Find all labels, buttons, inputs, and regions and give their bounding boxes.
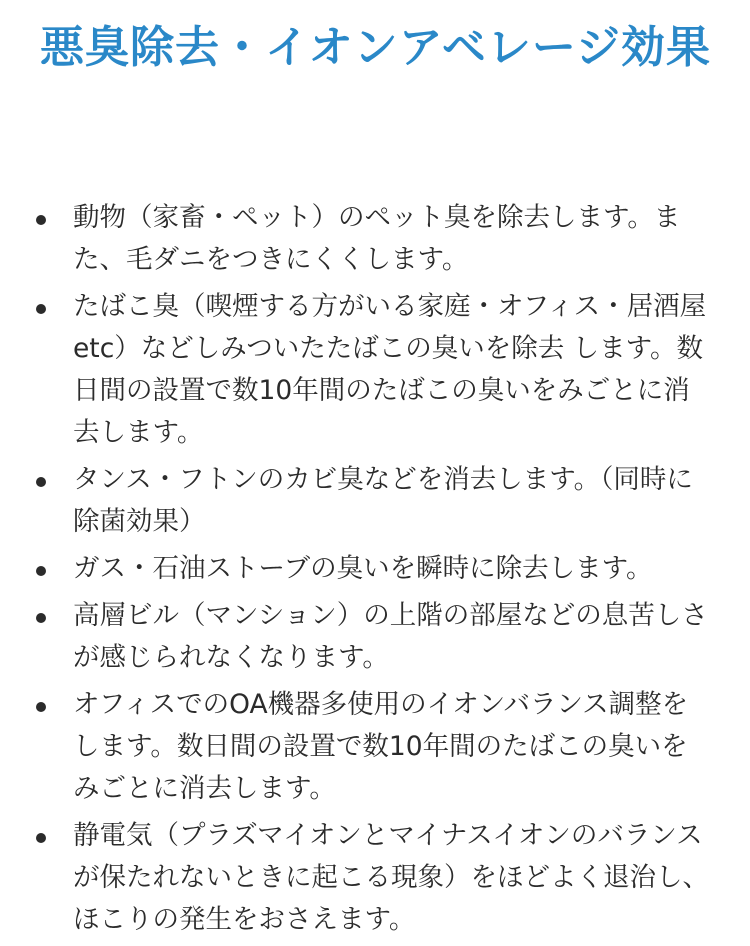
bullet-icon: [36, 477, 46, 487]
bullet-icon: [36, 566, 46, 576]
section-title: 悪臭除去・イオンアベレージ効果: [40, 22, 712, 73]
list-item: [0, 815, 750, 941]
list-item-text: オフィスでのOA機器多使用のイオンバランス調整をします。数日間の設置で数10年間のたばこの臭いをみごとに消去します。: [73, 689, 689, 804]
list-item: [0, 684, 750, 810]
bullet-icon: [36, 304, 46, 314]
list-item-text: ガス・石油ストーブの臭いを瞬時に除去します。: [73, 553, 653, 584]
list-item: [0, 197, 750, 281]
bullet-icon: [36, 702, 46, 712]
bullet-icon: [36, 613, 46, 623]
bullet-icon: [36, 215, 46, 225]
list-item: [0, 548, 750, 590]
list-item-text: たばこ臭（喫煙する方がいる家庭・オフィス・居酒屋 etc）などしみついたたばこの臭いを除去 します。数日間の設置で数10年間のたばこの臭いをみごとに消去します。: [73, 291, 707, 448]
effects-list: [0, 197, 750, 946]
list-item: [0, 459, 750, 543]
list-item-text: 動物（家畜・ペット）のペット臭を除去します。また、毛ダニをつきにくくします。: [73, 202, 681, 275]
bullet-icon: [36, 833, 46, 843]
list-item: [0, 595, 750, 679]
list-item-text: 高層ビル（マンション）の上階の部屋などの息苦しさが感じられなくなります。: [73, 600, 708, 673]
list-item-text: タンス・フトンのカビ臭などを消去します。（同時に除菌効果）: [73, 464, 693, 537]
list-item-text: 静電気（プラズマイオンとマイナスイオンのバランスが保たれないときに起こる現象）をほどよく退治し、ほこりの発生をおさえます。: [73, 820, 709, 935]
list-item: [0, 286, 750, 454]
